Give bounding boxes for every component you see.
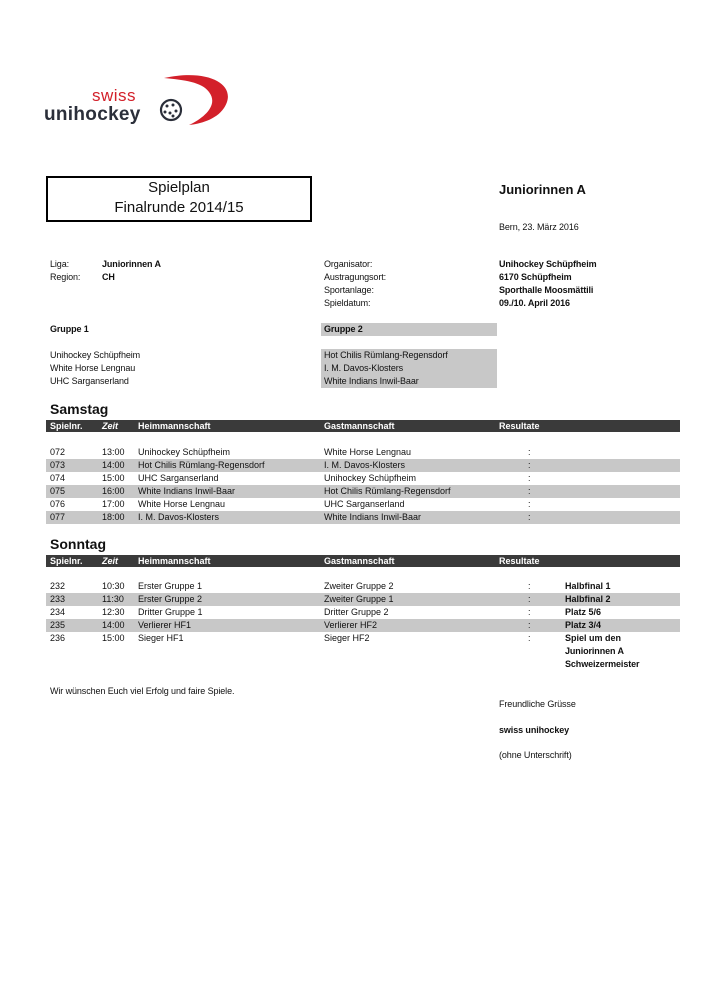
greeting: Freundliche Grüsse xyxy=(499,699,576,709)
game-nr: 074 xyxy=(50,473,66,483)
game-nr: 232 xyxy=(50,581,66,591)
signature-org: swiss unihockey xyxy=(499,725,570,735)
closing-text: Wir wünschen Euch viel Erfolg und faire Spiele. xyxy=(50,686,235,696)
game-nr: 075 xyxy=(50,486,66,496)
info-label-region: Region: xyxy=(50,272,81,282)
info-value-region: CH xyxy=(102,272,115,282)
game-home: White Indians Inwil-Baar xyxy=(138,486,236,496)
table-row xyxy=(46,498,680,511)
game-note: Platz 5/6 xyxy=(565,607,602,617)
info-label-liga: Liga: xyxy=(50,259,70,269)
game-away: Zweiter Gruppe 2 xyxy=(324,581,394,591)
game-home: Verlierer HF1 xyxy=(138,620,192,630)
group-1-title: Gruppe 1 xyxy=(50,324,89,334)
table-row xyxy=(46,511,680,524)
game-time: 10:30 xyxy=(102,581,125,591)
date-place: Bern, 23. März 2016 xyxy=(499,222,579,232)
game-time: 15:00 xyxy=(102,473,125,483)
game-home: Unihockey Schüpfheim xyxy=(138,447,231,457)
game-nr: 076 xyxy=(50,499,66,509)
game-result: : xyxy=(528,447,531,457)
col-gast: Gastmannschaft xyxy=(324,421,395,431)
game-nr: 073 xyxy=(50,460,66,470)
title-line-1: Spielplan xyxy=(148,179,210,196)
game-nr: 235 xyxy=(50,620,66,630)
game-nr: 234 xyxy=(50,607,66,617)
info-value-liga: Juniorinnen A xyxy=(102,259,161,269)
schedule-header-sonntag xyxy=(46,555,680,567)
game-away: UHC Sarganserland xyxy=(324,499,405,509)
group-2-team: White Indians Inwil-Baar xyxy=(321,375,497,388)
game-time: 11:30 xyxy=(102,594,124,604)
game-result: : xyxy=(528,620,531,630)
game-home: Hot Chilis Rümlang-Regensdorf xyxy=(138,460,265,470)
game-nr: 072 xyxy=(50,447,66,457)
table-row xyxy=(46,485,680,498)
col-zeit: Zeit xyxy=(102,421,119,431)
info-value-austragungsort: 6170 Schüpfheim xyxy=(499,272,572,282)
game-result: : xyxy=(528,594,531,604)
game-note: Halbfinal 2 xyxy=(565,594,611,604)
schedule-header-samstag xyxy=(46,420,680,432)
game-home: Dritter Gruppe 1 xyxy=(138,607,203,617)
game-away: White Horse Lengnau xyxy=(324,447,412,457)
game-note-continued: Schweizermeister xyxy=(565,659,640,669)
game-note-continued: Juniorinnen A xyxy=(565,646,624,656)
table-row xyxy=(46,472,680,485)
game-result: : xyxy=(528,633,531,643)
logo-text-unihockey: unihockey xyxy=(44,104,141,125)
game-away: Dritter Gruppe 2 xyxy=(324,607,389,617)
game-away: Hot Chilis Rümlang-Regensdorf xyxy=(324,486,451,496)
game-result: : xyxy=(528,499,531,509)
group-2-title: Gruppe 2 xyxy=(321,323,497,336)
signature-note: (ohne Unterschrift) xyxy=(499,750,572,760)
col-zeit: Zeit xyxy=(102,556,119,566)
game-away: Verlierer HF2 xyxy=(324,620,378,630)
table-row xyxy=(46,606,680,619)
game-time: 14:00 xyxy=(102,620,125,630)
table-row xyxy=(46,580,680,593)
game-nr: 233 xyxy=(50,594,66,604)
game-home: Sieger HF1 xyxy=(138,633,184,643)
game-result: : xyxy=(528,607,531,617)
game-time: 12:30 xyxy=(102,607,125,617)
game-home: Erster Gruppe 1 xyxy=(138,581,203,591)
group-1-team: UHC Sarganserland xyxy=(50,376,129,386)
col-spielnr: Spielnr. xyxy=(50,421,83,431)
category-heading: Juniorinnen A xyxy=(499,182,586,197)
info-value-sportanlage: Sporthalle Moosmättili xyxy=(499,285,594,295)
game-note: Halbfinal 1 xyxy=(565,581,611,591)
game-home: White Horse Lengnau xyxy=(138,499,226,509)
day-title-samstag: Samstag xyxy=(50,401,109,417)
game-away: I. M. Davos-Klosters xyxy=(324,460,406,470)
col-resultat: Resultate xyxy=(499,556,540,566)
game-away: White Indians Inwil-Baar xyxy=(324,512,422,522)
game-time: 15:00 xyxy=(102,633,125,643)
game-time: 14:00 xyxy=(102,460,125,470)
col-heim: Heimmannschaft xyxy=(138,556,211,566)
table-row xyxy=(46,632,680,645)
game-result: : xyxy=(528,473,531,483)
table-row xyxy=(46,459,680,472)
game-home: Erster Gruppe 2 xyxy=(138,594,203,604)
col-gast: Gastmannschaft xyxy=(324,556,395,566)
table-row xyxy=(46,593,680,606)
table-row xyxy=(46,619,680,632)
game-nr: 236 xyxy=(50,633,66,643)
info-label-austragungsort: Austragungsort: xyxy=(324,272,387,282)
game-result: : xyxy=(528,486,531,496)
game-time: 13:00 xyxy=(102,447,125,457)
info-label-sportanlage: Sportanlage: xyxy=(324,285,374,295)
game-result: : xyxy=(528,581,531,591)
game-time: 16:00 xyxy=(102,486,125,496)
col-spielnr: Spielnr. xyxy=(50,556,83,566)
group-1-team: White Horse Lengnau xyxy=(50,363,136,373)
group-2-team: I. M. Davos-Klosters xyxy=(321,362,497,375)
game-away: Zweiter Gruppe 1 xyxy=(324,594,394,604)
game-nr: 077 xyxy=(50,512,66,522)
day-title-sonntag: Sonntag xyxy=(50,536,106,552)
game-result: : xyxy=(528,512,531,522)
game-home: UHC Sarganserland xyxy=(138,473,219,483)
game-away: Sieger HF2 xyxy=(324,633,370,643)
group-1-team: Unihockey Schüpfheim xyxy=(50,350,141,360)
info-label-spieldatum: Spieldatum: xyxy=(324,298,371,308)
game-time: 18:00 xyxy=(102,512,125,522)
title-line-2: Finalrunde 2014/15 xyxy=(114,199,244,216)
logo-text-swiss: swiss xyxy=(92,86,137,105)
game-time: 17:00 xyxy=(102,499,125,509)
title-box xyxy=(46,176,312,222)
game-home: I. M. Davos-Klosters xyxy=(138,512,220,522)
game-result: : xyxy=(528,460,531,470)
game-note: Spiel um den xyxy=(565,633,622,643)
table-row xyxy=(46,446,680,459)
game-away: Unihockey Schüpfheim xyxy=(324,473,417,483)
col-heim: Heimmannschaft xyxy=(138,421,211,431)
group-2-team: Hot Chilis Rümlang-Regensdorf xyxy=(321,349,497,362)
info-label-organisator: Organisator: xyxy=(324,259,373,269)
game-note: Platz 3/4 xyxy=(565,620,602,630)
col-resultat: Resultate xyxy=(499,421,540,431)
info-value-organisator: Unihockey Schüpfheim xyxy=(499,259,597,269)
info-value-spieldatum: 09./10. April 2016 xyxy=(499,298,570,308)
